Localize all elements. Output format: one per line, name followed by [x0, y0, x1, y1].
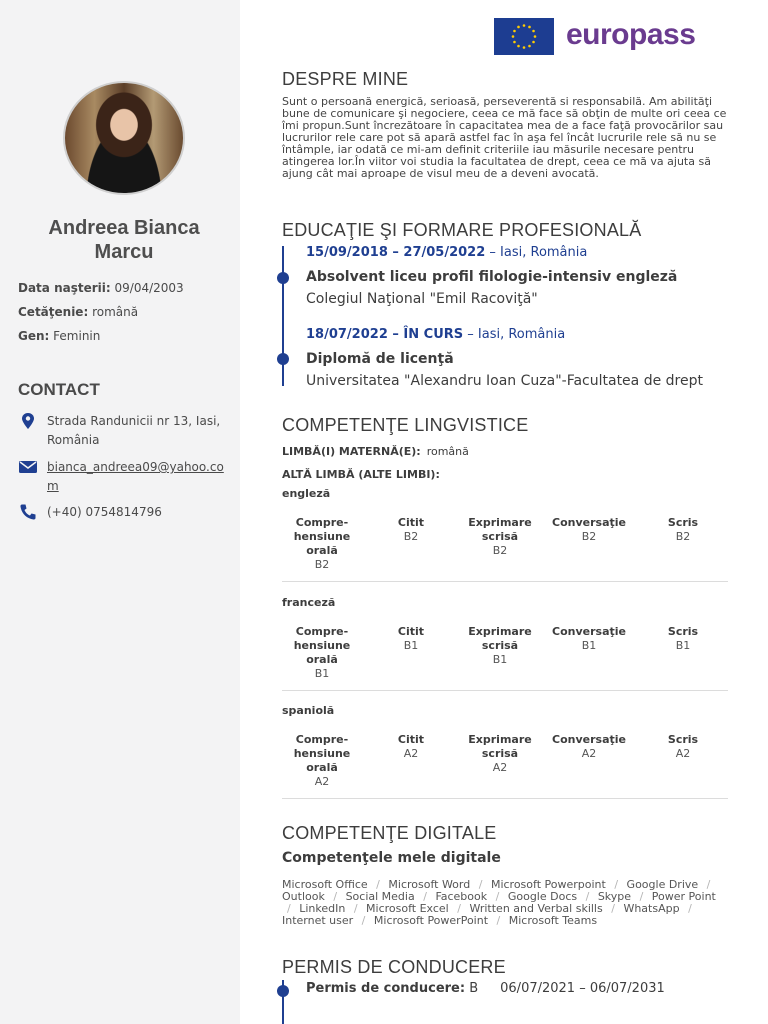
skill-label: Exprimare scrisă	[468, 624, 532, 652]
skill-level: B2	[403, 530, 419, 543]
birth-value: 09/04/2003	[114, 281, 184, 295]
digital-skill: Microsoft Powerpoint	[490, 878, 606, 891]
language-skill-writing-2	[643, 516, 723, 544]
language-name: spaniolă	[282, 704, 335, 717]
mother-tongue	[282, 445, 469, 458]
language-skill-writing	[460, 625, 540, 667]
separator: /	[706, 878, 711, 891]
skill-level: A2	[403, 747, 419, 760]
driving-heading: PERMIS DE CONDUCERE	[282, 957, 506, 977]
skill-label: Compre-hensiune orală	[293, 733, 351, 774]
language-skill-conversation	[549, 733, 629, 761]
education-1-location: – Iasi, România	[485, 245, 588, 260]
language-divider	[282, 798, 728, 799]
skill-label: Conversaţie	[552, 624, 626, 638]
avatar	[63, 81, 185, 195]
separator: /	[585, 890, 590, 903]
skill-level: B1	[492, 652, 508, 666]
separator: /	[496, 914, 501, 927]
language-skill-conversation	[549, 625, 629, 653]
eu-star-icon	[512, 35, 515, 38]
skill-label: Citit	[397, 733, 425, 746]
separator: /	[361, 914, 366, 927]
digital-skill: Microsoft PowerPoint	[373, 914, 489, 927]
eu-flag-icon	[494, 18, 554, 55]
digital-skill: Written and Verbal skills	[469, 902, 603, 915]
separator: /	[614, 878, 619, 891]
language-skill-listening	[282, 733, 362, 789]
eu-star-icon	[528, 26, 531, 29]
eu-star-icon	[513, 30, 516, 33]
separator: /	[478, 878, 483, 891]
language-skill-writing-2	[643, 733, 723, 761]
separator: /	[287, 902, 291, 915]
digital-skills-list	[282, 879, 728, 927]
mother-tongue-label: LIMBĂ(I) MATERNĂ(E):	[282, 445, 421, 458]
digital-subheading: Competenţele mele digitale	[282, 850, 501, 866]
education-heading: EDUCAŢIE ŞI FORMARE PROFESIONALĂ	[282, 220, 642, 240]
language-skill-conversation	[549, 516, 629, 544]
skill-label: Compre-hensiune orală	[293, 516, 351, 557]
language-divider	[282, 690, 728, 691]
separator: /	[333, 890, 338, 903]
skill-label: Exprimare scrisă	[468, 516, 532, 543]
eu-star-icon	[517, 45, 520, 48]
language-divider	[282, 581, 728, 582]
skill-label: Scris	[667, 733, 699, 746]
digital-skill: Google Docs	[507, 890, 578, 903]
education-2-dates	[306, 327, 565, 342]
driving-dates: 06/07/2021 – 06/07/2031	[500, 981, 665, 996]
digital-skill: Microsoft Word	[388, 878, 471, 891]
gender-label: Gen:	[18, 329, 50, 343]
driving-label: Permis de conducere:	[306, 981, 466, 996]
phone-text: (+40) 0754814796	[47, 505, 162, 519]
education-1-org: Colegiul Naţional "Emil Racoviţă"	[306, 291, 538, 307]
skill-level: B2	[675, 530, 691, 543]
birth-date	[18, 281, 184, 295]
skill-level: B1	[581, 638, 597, 652]
language-name: engleză	[282, 487, 331, 500]
digital-skill: Microsoft Teams	[508, 914, 598, 927]
eu-star-icon	[523, 46, 526, 49]
skill-level: B1	[314, 666, 330, 680]
separator: /	[376, 878, 380, 891]
language-name: franceză	[282, 595, 336, 609]
digital-skill: Facebook	[435, 890, 488, 903]
skill-level: A2	[675, 747, 691, 760]
eu-star-icon	[532, 41, 535, 44]
education-1-date-range: 15/09/2018 – 27/05/2022	[306, 245, 486, 260]
skill-level: B2	[492, 544, 508, 557]
digital-skill: LinkedIn	[299, 902, 346, 915]
separator: /	[353, 902, 358, 915]
skill-label: Citit	[397, 624, 425, 638]
digital-skill: Microsoft Office	[282, 878, 368, 891]
skill-level: B2	[314, 558, 330, 571]
skill-label: Scris	[667, 516, 699, 529]
sidebar	[0, 0, 240, 1024]
citizenship-value: română	[92, 305, 139, 319]
about-text: Sunt o persoană energică, serioasă, perseverentă si responsabilă. Am abilităţi bune de comunicare şi negociere, ceea ce mă face să obţin de multe ori ceea ce îmi propun.Sunt încrezătoare în capacitatea mea de a face faţă provocărilor sau lucrurilor rele care pot să apară astfel fac în aşa fel încât lucrurile rele să nu se întâmple, iar odată ce mi-am definit criteriile iau măsurile necesare pentru atingerea lor.În viitor voi studia la facultatea de drept, ceea ce mă va ajuta să ajung cât mai aproape de visul meu de a deveni avocată.	[282, 95, 727, 180]
other-languages-label: ALTĂ LIMBĂ (ALTE LIMBI):	[282, 468, 440, 481]
driving-license	[306, 981, 665, 996]
education-2-date-range: 18/07/2022 – ÎN CURS	[306, 327, 464, 342]
eu-star-icon	[532, 30, 535, 33]
email-link[interactable]: bianca_andreea09@yahoo.com	[47, 460, 224, 493]
location-pin-icon	[18, 413, 38, 429]
digital-skill: Skype	[597, 890, 632, 903]
skill-level: B1	[403, 638, 419, 652]
education-2-dot	[277, 353, 289, 365]
eu-star-icon	[517, 26, 520, 29]
about-heading: DESPRE MINE	[282, 69, 409, 89]
education-2-org: Universitatea "Alexandru Ioan Cuza"-Facultatea de drept	[306, 373, 703, 389]
education-2-title: Diplomă de licenţă	[306, 351, 454, 367]
skill-label: Compre-hensiune orală	[293, 624, 351, 666]
address-text: Strada Randunicii nr 13, Iasi, România	[47, 414, 221, 447]
digital-skill: Power Point	[651, 890, 716, 903]
education-2-location: – Iasi, România	[463, 327, 566, 342]
eu-star-icon	[528, 45, 531, 48]
digital-skill: Internet user	[282, 914, 354, 927]
contact-heading: CONTACT	[18, 380, 100, 399]
gender-value: Feminin	[53, 329, 101, 343]
digital-skill: Outlook	[282, 890, 325, 903]
eu-star-icon	[523, 24, 526, 27]
language-skill-writing	[460, 516, 540, 558]
skill-level: A2	[314, 775, 330, 788]
digital-skill: WhatsApp	[623, 902, 680, 915]
phone-icon	[18, 504, 38, 520]
gender	[18, 329, 100, 343]
education-timeline-line	[282, 246, 284, 386]
language-skill-writing-2	[643, 625, 723, 653]
separator: /	[639, 890, 644, 903]
separator: /	[611, 902, 615, 915]
separator: /	[688, 902, 692, 915]
language-skill-reading	[371, 625, 451, 653]
digital-skill: Google Drive	[626, 878, 699, 891]
eu-stars-icon	[494, 18, 554, 55]
skill-label: Conversaţie	[552, 516, 626, 529]
eu-star-icon	[513, 41, 516, 44]
driving-dot	[277, 985, 289, 997]
skill-label: Exprimare scrisă	[468, 733, 532, 760]
education-1-dates	[306, 245, 587, 260]
envelope-icon	[18, 459, 38, 475]
citizenship-label: Cetăţenie:	[18, 305, 89, 319]
digital-skill: Social Media	[345, 890, 415, 903]
skill-level: B2	[581, 530, 597, 543]
skill-level: A2	[492, 761, 508, 774]
digital-skill: Microsoft Excel	[366, 902, 449, 915]
skill-label: Scris	[667, 624, 699, 638]
skill-label: Conversaţie	[552, 733, 626, 746]
language-skill-writing	[460, 733, 540, 775]
separator: /	[423, 890, 427, 903]
driving-category: B	[469, 981, 479, 996]
language-skill-reading	[371, 733, 451, 761]
skill-label: Citit	[397, 516, 425, 529]
language-skill-listening	[282, 625, 362, 681]
digital-heading: COMPETENŢE DIGITALE	[282, 823, 497, 843]
language-skill-listening	[282, 516, 362, 572]
separator: /	[457, 902, 461, 915]
separator: /	[495, 890, 500, 903]
brand-text: europass	[566, 18, 696, 51]
mother-tongue-value: română	[426, 445, 469, 458]
citizenship	[18, 305, 138, 319]
language-skill-reading	[371, 516, 451, 544]
education-1-title: Absolvent liceu profil filologie-intensiv engleză	[306, 269, 678, 285]
education-1-dot	[277, 272, 289, 284]
birth-label: Data naşterii:	[18, 281, 111, 295]
eu-star-icon	[534, 35, 537, 38]
skill-level: B1	[675, 638, 691, 652]
profile-name: Andreea Bianca Marcu	[48, 217, 200, 263]
languages-heading: COMPETENŢE LINGVISTICE	[282, 415, 529, 435]
skill-level: A2	[581, 747, 597, 760]
europass-logo	[494, 18, 700, 56]
